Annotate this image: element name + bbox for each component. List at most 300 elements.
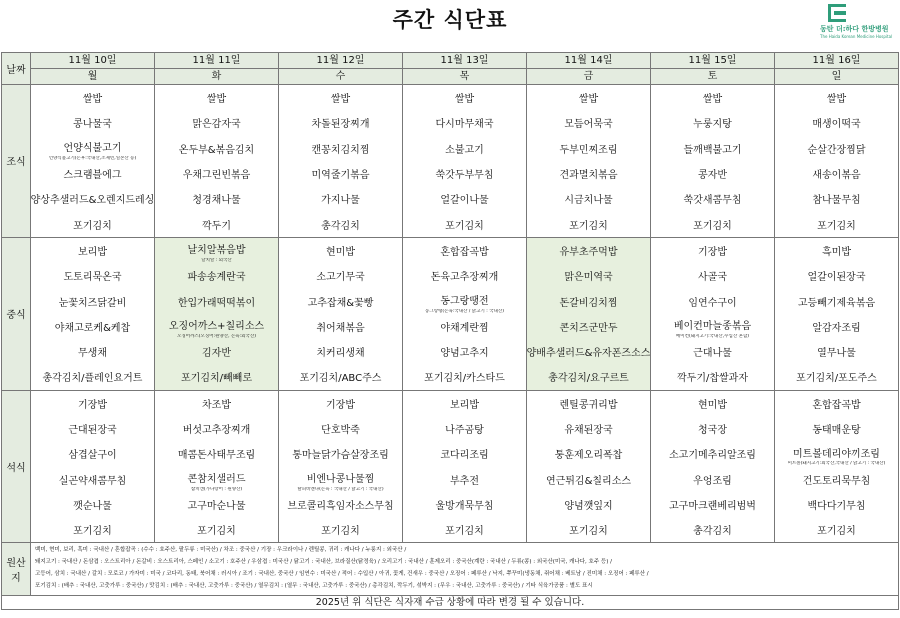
menu-item xyxy=(155,364,278,389)
menu-item xyxy=(155,288,278,313)
menu-item xyxy=(651,288,774,313)
menu-item-name: 언양식불고기 xyxy=(63,143,122,155)
menu-item xyxy=(279,391,402,416)
menu-item xyxy=(403,288,526,313)
menu-item-name: 도토리묵온국 xyxy=(63,272,122,284)
menu-item-name: 미트볼데리야끼조림 xyxy=(793,448,880,460)
menu-item-name: 혼합잡곡밥 xyxy=(440,246,489,258)
menu-item-name: 양상추샐러드&오렌지드레싱 xyxy=(31,195,154,207)
date-cell: 11월 11일 xyxy=(155,53,279,69)
hospital-logo xyxy=(820,4,898,48)
menu-cell xyxy=(155,237,279,390)
menu-cell xyxy=(31,237,155,390)
meal-row xyxy=(2,237,899,390)
menu-cell xyxy=(651,390,775,543)
menu-item-name: 총각김치/플레인요거트 xyxy=(42,373,143,385)
menu-item xyxy=(651,441,774,466)
menu-item-name: 소고기무국 xyxy=(316,272,365,284)
menu-cell xyxy=(651,237,775,390)
menu-item-name: 양배추샐러드&유자폰즈소스 xyxy=(527,348,650,360)
menu-item xyxy=(527,364,650,389)
menu-item-name: 한입가래떡떡볶이 xyxy=(177,297,256,309)
menu-item xyxy=(527,339,650,364)
menu-item-origin-note: 베이컨(돼지고기:국내산,수입산 혼합) xyxy=(675,333,750,339)
menu-item xyxy=(403,416,526,441)
menu-item xyxy=(155,238,278,263)
menu-item xyxy=(651,110,774,135)
menu-item-name: 통마늘닭가슴살장조림 xyxy=(292,450,389,462)
menu-item-name: 고추잡채&꽃빵 xyxy=(307,297,374,309)
menu-item-name: 소고기메추리알조림 xyxy=(669,450,756,462)
menu-item xyxy=(31,441,154,466)
menu-item xyxy=(527,391,650,416)
menu-item xyxy=(527,492,650,517)
menu-item-name: 실곤약새콤무침 xyxy=(58,475,127,487)
menu-item-name: 쑥갓두부무침 xyxy=(435,170,494,182)
date-row xyxy=(2,53,899,69)
menu-item-name: 보리밥 xyxy=(450,399,479,411)
menu-item-name: 현미밥 xyxy=(326,246,355,258)
menu-item-name: 쑥갓새콤무침 xyxy=(683,195,742,207)
menu-item-name: 콘치즈군만두 xyxy=(559,322,618,334)
menu-item-name: 우엉조림 xyxy=(693,475,732,487)
menu-item xyxy=(155,211,278,236)
menu-item xyxy=(403,517,526,542)
menu-cell xyxy=(279,237,403,390)
menu-item-name: 쌀밥 xyxy=(454,94,475,106)
logo-name: 동탄 더:하다 한방병원 xyxy=(820,25,889,33)
menu-item xyxy=(527,85,650,110)
menu-item-name: 다시마무채국 xyxy=(435,119,494,131)
menu-item xyxy=(651,263,774,288)
meal-label: 조식 xyxy=(2,85,31,238)
menu-item xyxy=(527,211,650,236)
menu-item xyxy=(279,238,402,263)
menu-item-name: 포기김치 xyxy=(197,526,236,538)
menu-item xyxy=(403,364,526,389)
menu-item xyxy=(527,441,650,466)
weekday-cell: 금 xyxy=(527,69,651,85)
menu-item-name: 오징어까스+칠리소스 xyxy=(168,321,265,333)
menu-item-name: 야채계란찜 xyxy=(440,322,489,334)
menu-item xyxy=(403,263,526,288)
menu-item xyxy=(527,466,650,491)
menu-item-name: 가지나물 xyxy=(321,195,360,207)
menu-item xyxy=(403,466,526,491)
menu-item-name: 취어채볶음 xyxy=(316,322,365,334)
weekday-cell: 토 xyxy=(651,69,775,85)
menu-item xyxy=(279,161,402,186)
menu-item-name: 고구마순나물 xyxy=(187,500,246,512)
menu-item xyxy=(527,186,650,211)
menu-item-name: 맑은미역국 xyxy=(564,272,613,284)
menu-item xyxy=(775,85,898,110)
menu-item-name: 견과멸치볶음 xyxy=(559,170,618,182)
menu-item xyxy=(651,517,774,542)
menu-item-name: 포기김치 xyxy=(817,526,856,538)
page-title: 주간 식단표 xyxy=(392,8,508,32)
menu-item xyxy=(527,136,650,161)
menu-item-name: 차조밥 xyxy=(202,399,231,411)
menu-item xyxy=(403,238,526,263)
menu-item xyxy=(279,110,402,135)
menu-item-name: 부추전 xyxy=(450,475,479,487)
menu-item-name: 보리밥 xyxy=(78,246,107,258)
date-cell: 11월 10일 xyxy=(31,53,155,69)
menu-item xyxy=(279,517,402,542)
origin-line: 포기김치 : (배추 : 국내산, 고춧가루 : 중국산) / 맛김치 : (배추 : 국내산, 고춧가루 : 중국산) / 열무김치 : (열무 : 국내산, 고춧가루 : 중국산) / 총각김치, 깍두기, 섞박지 : (무우 : 국내산, 고춧가루 : 중국산) / 기타 식육가공품 : 별도 표시 xyxy=(35,583,593,590)
menu-item xyxy=(651,492,774,517)
menu-item xyxy=(775,263,898,288)
menu-item xyxy=(155,186,278,211)
menu-item-name: 총각김치 xyxy=(693,526,732,538)
menu-item-name: 단호박죽 xyxy=(321,425,360,436)
menu-item-name: 삼겹살구이 xyxy=(68,450,117,462)
menu-item xyxy=(527,517,650,542)
menu-item-name: 맑은감자국 xyxy=(192,119,241,131)
menu-item-origin-note: 동그랑땡(돈육:국내산 / 닭고기 : 국내산) xyxy=(425,308,504,314)
menu-cell xyxy=(155,85,279,238)
menu-item-name: 열무나물 xyxy=(817,348,856,360)
menu-item-name: 돈육고추장찌개 xyxy=(430,272,499,284)
menu-cell xyxy=(403,390,527,543)
menu-item xyxy=(403,85,526,110)
menu-cell xyxy=(527,85,651,238)
menu-item-name: 기장밥 xyxy=(698,246,727,258)
meal-label: 중식 xyxy=(2,237,31,390)
menu-item xyxy=(279,466,402,491)
menu-item xyxy=(775,416,898,441)
menu-item xyxy=(279,211,402,236)
origin-label: 원산지 xyxy=(2,543,31,596)
notice-row xyxy=(2,596,899,610)
menu-item xyxy=(527,288,650,313)
menu-item-name: 비엔나콩나물찜 xyxy=(306,474,375,486)
menu-item-name: 돈갈비김치찜 xyxy=(559,297,618,309)
menu-item-name: 콘참치샐러드 xyxy=(187,474,246,486)
menu-item xyxy=(775,364,898,389)
menu-item-name: 콩나물국 xyxy=(73,119,112,131)
menu-item xyxy=(651,161,774,186)
menu-item-name: 근대나물 xyxy=(693,348,732,360)
menu-item xyxy=(31,288,154,313)
menu-item-name: 고등빼기제육볶음 xyxy=(797,297,876,309)
menu-item-name: 고구마크랜베리범벅 xyxy=(669,500,756,512)
menu-item xyxy=(31,416,154,441)
menu-item-name: 렌틸콩귀리밥 xyxy=(559,399,618,411)
date-cell: 11월 16일 xyxy=(775,53,899,69)
menu-item xyxy=(527,161,650,186)
menu-item xyxy=(31,263,154,288)
menu-item xyxy=(651,186,774,211)
menu-item xyxy=(775,186,898,211)
menu-cell xyxy=(155,390,279,543)
menu-item xyxy=(651,416,774,441)
menu-item-origin-note: 날치알 : 외국산 xyxy=(201,258,232,264)
menu-item xyxy=(775,391,898,416)
menu-item-name: 누룽지탕 xyxy=(693,119,732,131)
menu-item xyxy=(403,314,526,339)
menu-item xyxy=(651,314,774,339)
menu-item xyxy=(155,314,278,339)
menu-item xyxy=(775,339,898,364)
menu-item xyxy=(403,339,526,364)
origin-line: 돼지고기 : 국내산 / 돈삼겹 : 오스트리아 / 돈갈비 : 오스트리아, 스페인 / 소고기 : 호주산 / 우삼겹 : 미국산 / 닭고기 : 국내산, 브라질산(닭정육) / 오리고기 : 국내산 / 훈제오리 : 중국산(계란 : 국내산 / 두류(콩) : 외국산(미국, 캐나다, 호주 등) / xyxy=(35,559,612,566)
menu-item xyxy=(155,416,278,441)
menu-item xyxy=(651,466,774,491)
weekday-row xyxy=(2,69,899,85)
menu-item xyxy=(527,263,650,288)
menu-item-origin-note: 언양식불고기(돈후:국내산,소제빈,일본산 등) xyxy=(48,155,137,161)
menu-item xyxy=(279,441,402,466)
menu-item xyxy=(527,110,650,135)
menu-item xyxy=(31,238,154,263)
menu-item-name: 포기김치 xyxy=(817,220,856,232)
menu-item-origin-note: 오징어까스(오징어:원양산, 돈육:외국산) xyxy=(177,333,256,339)
menu-item-name: 근대된장국 xyxy=(68,425,117,436)
menu-item-name: 동태매운탕 xyxy=(812,425,861,436)
menu-cell xyxy=(403,85,527,238)
date-header-label: 날짜 xyxy=(2,53,31,85)
menu-item-name: 기장밥 xyxy=(326,399,355,411)
menu-item xyxy=(403,492,526,517)
menu-item-name: 쌀밥 xyxy=(82,94,103,106)
menu-cell xyxy=(527,390,651,543)
menu-item xyxy=(403,391,526,416)
menu-item-name: 나주곰탕 xyxy=(445,425,484,436)
menu-item-name: 쌀밥 xyxy=(206,94,227,106)
menu-item xyxy=(651,211,774,236)
menu-cell xyxy=(775,390,899,543)
menu-item xyxy=(279,492,402,517)
menu-item-name: 포기김치 xyxy=(445,220,484,232)
date-cell: 11월 12일 xyxy=(279,53,403,69)
menu-cell xyxy=(279,390,403,543)
menu-item-name: 캔꽁치김치찜 xyxy=(311,144,370,156)
menu-item-name: 임연수구이 xyxy=(688,297,737,309)
menu-item xyxy=(31,466,154,491)
menu-item-name: 김자반 xyxy=(202,348,231,360)
menu-item xyxy=(31,364,154,389)
menu-item-name: 파송송계란국 xyxy=(187,272,246,284)
menu-item xyxy=(775,161,898,186)
menu-item xyxy=(651,391,774,416)
menu-cell xyxy=(31,390,155,543)
menu-item-name: 무생채 xyxy=(78,348,107,360)
menu-item-name: 청국장 xyxy=(698,425,727,436)
menu-item-name: 백다다기무침 xyxy=(807,500,866,512)
menu-item xyxy=(775,441,898,466)
menu-item-origin-note: 미트볼(돼지고기:외국산,국내산 / 닭고기 : 국내산) xyxy=(787,461,886,467)
menu-item xyxy=(279,314,402,339)
menu-item-name: 코다리조림 xyxy=(440,450,489,462)
meal-label: 석식 xyxy=(2,390,31,543)
menu-item-name: 유채된장국 xyxy=(564,425,613,436)
menu-item-name: 건도토리묵무침 xyxy=(802,475,871,487)
menu-item-name: 흑미밥 xyxy=(822,246,851,258)
menu-item xyxy=(775,110,898,135)
menu-item xyxy=(31,339,154,364)
menu-item-name: 포기김치 xyxy=(73,220,112,232)
weekday-cell: 화 xyxy=(155,69,279,85)
menu-item xyxy=(31,161,154,186)
menu-item xyxy=(31,492,154,517)
menu-item xyxy=(31,186,154,211)
menu-cell xyxy=(403,237,527,390)
menu-item-name: 포기김치 xyxy=(445,526,484,538)
menu-item-name: 쌀밥 xyxy=(702,94,723,106)
menu-item-name: 포기김치/카스타드 xyxy=(424,373,505,385)
menu-item xyxy=(775,211,898,236)
menu-item-name: 버섯고추장찌개 xyxy=(182,425,251,436)
menu-item xyxy=(155,391,278,416)
menu-item xyxy=(155,339,278,364)
menu-item xyxy=(651,364,774,389)
menu-item-name: 모듬어묵국 xyxy=(564,119,613,131)
menu-item xyxy=(279,136,402,161)
menu-item xyxy=(403,136,526,161)
menu-item xyxy=(279,263,402,288)
menu-item-name: 동그랑땡전 xyxy=(440,296,489,308)
date-cell: 11월 14일 xyxy=(527,53,651,69)
menu-item-name: 유부초주먹밥 xyxy=(559,246,618,258)
menu-item-name: 차돌된장찌개 xyxy=(311,119,370,131)
menu-cell xyxy=(775,237,899,390)
menu-item xyxy=(403,161,526,186)
meal-row xyxy=(2,85,899,238)
menu-item-name: 매콤돈사태무조림 xyxy=(177,450,256,462)
menu-item-name: 기장밥 xyxy=(78,399,107,411)
menu-item xyxy=(155,161,278,186)
menu-item xyxy=(155,492,278,517)
menu-item-name: 눈꽃치즈닭갈비 xyxy=(58,297,127,309)
menu-item-name: 콩자반 xyxy=(698,170,727,182)
origin-line: 백미, 현미, 보리, 흑미 : 국내산 / 혼합잡곡 : (수수 : 호주산, 팥두류 : 미국산) / 차조 : 중국산 / 기장 : 우크라이나 / 렌틸콩, 귀리 : 캐나다 / 누룽지 : 외국산 / xyxy=(35,547,407,554)
menu-item xyxy=(775,288,898,313)
menu-item-name: 순살간장찜닭 xyxy=(807,144,866,156)
menu-item-name: 깻순나물 xyxy=(73,500,112,512)
menu-item-name: 포기김치 xyxy=(693,220,732,232)
menu-item xyxy=(155,263,278,288)
weekly-menu-table xyxy=(1,52,899,610)
menu-item xyxy=(31,85,154,110)
menu-item-name: 현미밥 xyxy=(698,399,727,411)
menu-item-name: 포기김치 xyxy=(569,220,608,232)
menu-item xyxy=(155,517,278,542)
weekday-cell: 목 xyxy=(403,69,527,85)
menu-item-name: 포기김치/ABC주스 xyxy=(299,373,382,385)
origin-line: 고등어, 삼치 : 국내산 / 갈치 : 모로코 / 가자미 : 미국 / 코다리, 동태, 북어채 : 러시아 / 조기 : 국내산, 중국산 / 임연수 : 미국산 / 적어 : 수입산 / 아귀, 꽃게, 건새우 : 중국산 / 오징어 : 페루산 / 낙지, 쭈꾸미(냉동채, 쥐어채 : 베트남 / 진미채 : 오징어 : 페루산 / xyxy=(35,571,649,578)
menu-item-name: 우채그린빈볶음 xyxy=(182,170,251,182)
menu-item-name: 소불고기 xyxy=(445,144,484,156)
menu-item xyxy=(279,288,402,313)
menu-item xyxy=(775,136,898,161)
menu-item-name: 들깨백불고기 xyxy=(683,144,742,156)
menu-cell xyxy=(279,85,403,238)
menu-item xyxy=(527,314,650,339)
menu-item-name: 깍두기 xyxy=(202,220,231,232)
menu-item xyxy=(775,238,898,263)
menu-item-name: 포기김치/포도주스 xyxy=(796,373,877,385)
menu-item xyxy=(31,136,154,161)
menu-item xyxy=(155,110,278,135)
logo-icon xyxy=(828,4,846,22)
menu-cell xyxy=(651,85,775,238)
origin-info xyxy=(31,543,899,596)
menu-cell xyxy=(527,237,651,390)
weekday-cell: 수 xyxy=(279,69,403,85)
menu-item-name: 쌀밥 xyxy=(578,94,599,106)
menu-item xyxy=(775,517,898,542)
logo-english-name: The Haida Korean Medicine Hospital xyxy=(820,34,893,39)
menu-item-name: 알감자조림 xyxy=(812,322,861,334)
menu-item-name: 울방개묵무침 xyxy=(435,500,494,512)
menu-item-name: 포기김치/빼빼로 xyxy=(181,373,252,385)
menu-item-name: 연근튀김&칠리소스 xyxy=(545,475,632,487)
menu-item-name: 양념깻잎지 xyxy=(564,500,613,512)
menu-item-name: 참나물무침 xyxy=(812,195,861,207)
menu-item xyxy=(155,466,278,491)
menu-item-name: 쌀밥 xyxy=(826,94,847,106)
weekday-cell: 일 xyxy=(775,69,899,85)
menu-item xyxy=(279,416,402,441)
menu-item-name: 미역줄기볶음 xyxy=(311,170,370,182)
menu-item-name: 새송이볶음 xyxy=(812,170,861,182)
menu-item xyxy=(31,110,154,135)
menu-item-name: 양념고추지 xyxy=(440,348,489,360)
menu-item-name: 온두부&볶음김치 xyxy=(178,144,255,156)
menu-item xyxy=(403,110,526,135)
menu-item xyxy=(403,186,526,211)
menu-item-name: 날치알볶음밥 xyxy=(187,245,246,257)
menu-item-origin-note: 참치캔(가다랑어 : 원양산) xyxy=(190,486,243,492)
menu-item-name: 포기김치 xyxy=(321,526,360,538)
menu-item-name: 베이컨마늘종볶음 xyxy=(673,321,752,333)
menu-item-name: 혼합잡곡밥 xyxy=(812,399,861,411)
menu-item xyxy=(403,211,526,236)
menu-item xyxy=(31,391,154,416)
menu-item-name: 깍두기/찹쌀과자 xyxy=(677,373,748,385)
menu-item xyxy=(279,85,402,110)
menu-item xyxy=(775,466,898,491)
menu-item xyxy=(31,517,154,542)
menu-item-name: 야채고로케&케찹 xyxy=(54,322,131,334)
menu-item-name: 치커리생채 xyxy=(316,348,365,360)
menu-item xyxy=(651,238,774,263)
menu-item xyxy=(775,314,898,339)
date-cell: 11월 13일 xyxy=(403,53,527,69)
weekday-cell: 월 xyxy=(31,69,155,85)
menu-item-name: 쌀밥 xyxy=(330,94,351,106)
menu-item-name: 포기김치 xyxy=(569,526,608,538)
menu-item-name: 퉁훈제오리폭찹 xyxy=(554,450,623,462)
menu-item xyxy=(279,339,402,364)
menu-item xyxy=(155,441,278,466)
menu-cell xyxy=(775,85,899,238)
menu-item xyxy=(155,85,278,110)
menu-item xyxy=(155,136,278,161)
menu-cell xyxy=(31,85,155,238)
menu-item-name: 매생이떡국 xyxy=(812,119,861,131)
menu-item-name: 브로콜리흑임자소스무침 xyxy=(287,500,394,512)
menu-item-name: 시금치나물 xyxy=(564,195,613,207)
menu-item-name: 얼갈이나물 xyxy=(440,195,489,207)
menu-item-origin-note: 탈피비엔나(돈육 : 국내산 / 닭고기 : 국내산) xyxy=(297,486,384,492)
menu-item xyxy=(651,339,774,364)
meal-row xyxy=(2,390,899,543)
menu-item xyxy=(403,441,526,466)
menu-item-name: 총각김치/요구르트 xyxy=(548,373,629,385)
